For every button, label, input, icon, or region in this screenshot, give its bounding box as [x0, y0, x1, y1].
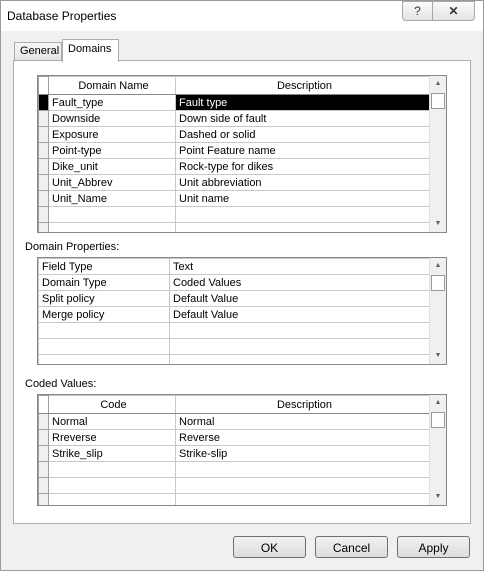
table-cell[interactable]: [39, 323, 170, 339]
table-cell[interactable]: Default Value: [170, 291, 431, 307]
table-cell[interactable]: Downside: [49, 111, 176, 127]
row-selector[interactable]: [39, 175, 49, 191]
coded-values-scrollbar[interactable]: [429, 395, 446, 505]
table-cell[interactable]: [170, 339, 431, 355]
table-cell[interactable]: Unit abbreviation: [176, 175, 431, 191]
row-selector[interactable]: [39, 414, 49, 430]
table-cell[interactable]: [49, 478, 176, 494]
table-row[interactable]: [39, 143, 431, 159]
table-row[interactable]: [39, 223, 431, 234]
table-cell[interactable]: Text: [170, 259, 431, 275]
scroll-up-icon[interactable]: ▲: [434, 262, 442, 269]
row-selector[interactable]: [39, 207, 49, 223]
table-row[interactable]: [39, 275, 431, 291]
table-cell[interactable]: Unit name: [176, 191, 431, 207]
table-cell[interactable]: Exposure: [49, 127, 176, 143]
scroll-up-icon[interactable]: ▲: [434, 399, 442, 406]
table-cell[interactable]: Fault_type: [49, 95, 176, 111]
table-cell[interactable]: [49, 462, 176, 478]
row-selector[interactable]: [39, 462, 49, 478]
table-cell[interactable]: Dike_unit: [49, 159, 176, 175]
row-selector[interactable]: [39, 430, 49, 446]
table-cell[interactable]: Strike-slip: [176, 446, 431, 462]
row-selector[interactable]: [39, 143, 49, 159]
table-cell[interactable]: [176, 494, 431, 507]
table-cell[interactable]: Unit_Name: [49, 191, 176, 207]
table-row[interactable]: [39, 111, 431, 127]
table-cell[interactable]: [176, 207, 431, 223]
table-cell[interactable]: Point-type: [49, 143, 176, 159]
domain-properties-grid[interactable]: [37, 257, 447, 365]
cancel-button[interactable]: Cancel: [315, 536, 388, 558]
table-cell[interactable]: Coded Values: [170, 275, 431, 291]
coded-values-grid[interactable]: [37, 394, 447, 506]
table-cell[interactable]: Split policy: [39, 291, 170, 307]
table-cell[interactable]: Point Feature name: [176, 143, 431, 159]
table-row[interactable]: [39, 494, 431, 507]
close-icon: ✕: [448, 4, 459, 18]
close-button[interactable]: [432, 1, 475, 21]
domains-scrollbar[interactable]: [429, 76, 446, 232]
row-selector-header: [39, 77, 49, 95]
table-row[interactable]: [39, 307, 431, 323]
tab-domains[interactable]: Domains: [62, 39, 119, 62]
table-cell[interactable]: [49, 223, 176, 234]
table-cell[interactable]: [39, 339, 170, 355]
domain-properties-scrollbar[interactable]: [429, 258, 446, 364]
table-cell[interactable]: Fault type: [176, 95, 431, 111]
table-cell[interactable]: Normal: [176, 414, 431, 430]
row-selector[interactable]: [39, 478, 49, 494]
table-cell[interactable]: [49, 494, 176, 507]
scroll-down-icon[interactable]: ▼: [434, 220, 442, 227]
table-row[interactable]: [39, 191, 431, 207]
table-row[interactable]: [39, 446, 431, 462]
table-cell[interactable]: Domain Type: [39, 275, 170, 291]
row-selector-header: [39, 396, 49, 414]
row-selector[interactable]: [39, 159, 49, 175]
scroll-down-icon[interactable]: ▼: [434, 493, 442, 500]
scroll-thumb[interactable]: [431, 412, 445, 428]
table-cell[interactable]: Merge policy: [39, 307, 170, 323]
table-row[interactable]: [39, 159, 431, 175]
table-row[interactable]: [39, 259, 431, 275]
coded-values-label: Coded Values:: [25, 378, 97, 390]
column-header-description[interactable]: Description: [176, 396, 431, 414]
column-header-code[interactable]: Code: [49, 396, 176, 414]
table-cell[interactable]: Unit_Abbrev: [49, 175, 176, 191]
table-cell[interactable]: [176, 223, 431, 234]
row-selector[interactable]: [39, 111, 49, 127]
table-cell[interactable]: [170, 323, 431, 339]
table-row[interactable]: [39, 478, 431, 494]
table-row[interactable]: [39, 323, 431, 339]
table-row[interactable]: [39, 127, 431, 143]
table-row[interactable]: [39, 207, 431, 223]
scroll-thumb[interactable]: [431, 93, 445, 109]
tab-general[interactable]: General: [14, 42, 62, 61]
ok-button[interactable]: OK: [233, 536, 306, 558]
apply-button[interactable]: Apply: [397, 536, 470, 558]
row-selector[interactable]: [39, 494, 49, 507]
domains-grid[interactable]: [37, 75, 447, 233]
table-cell[interactable]: Default Value: [170, 307, 431, 323]
table-cell[interactable]: Strike_slip: [49, 446, 176, 462]
table-row[interactable]: [39, 355, 431, 366]
column-header-domain-name[interactable]: Domain Name: [49, 77, 176, 95]
table-cell[interactable]: Rreverse: [49, 430, 176, 446]
row-selector[interactable]: [39, 127, 49, 143]
column-header-description[interactable]: Description: [176, 77, 431, 95]
table-cell[interactable]: [39, 355, 170, 366]
table-row[interactable]: [39, 339, 431, 355]
table-row[interactable]: [39, 430, 431, 446]
scroll-thumb[interactable]: [431, 275, 445, 291]
table-row[interactable]: [39, 291, 431, 307]
scroll-up-icon[interactable]: ▲: [434, 80, 442, 87]
row-selector[interactable]: [39, 191, 49, 207]
table-cell[interactable]: Reverse: [176, 430, 431, 446]
row-selector[interactable]: [39, 223, 49, 234]
table-cell[interactable]: [170, 355, 431, 366]
scroll-down-icon[interactable]: ▼: [434, 352, 442, 359]
help-button[interactable]: [402, 1, 433, 21]
table-cell[interactable]: Rock-type for dikes: [176, 159, 431, 175]
help-icon: ?: [414, 4, 421, 18]
table-row[interactable]: [39, 462, 431, 478]
table-cell[interactable]: Normal: [49, 414, 176, 430]
table-cell[interactable]: [49, 207, 176, 223]
domain-properties-label: Domain Properties:: [25, 241, 120, 253]
table-row[interactable]: [39, 414, 431, 430]
table-cell[interactable]: [176, 462, 431, 478]
table-cell[interactable]: Field Type: [39, 259, 170, 275]
table-row[interactable]: [39, 175, 431, 191]
table-cell[interactable]: Down side of fault: [176, 111, 431, 127]
row-selector[interactable]: [39, 95, 49, 111]
table-cell[interactable]: Dashed or solid: [176, 127, 431, 143]
table-row[interactable]: [39, 95, 431, 111]
table-cell[interactable]: [176, 478, 431, 494]
window-title: Database Properties: [7, 9, 117, 23]
row-selector[interactable]: [39, 446, 49, 462]
